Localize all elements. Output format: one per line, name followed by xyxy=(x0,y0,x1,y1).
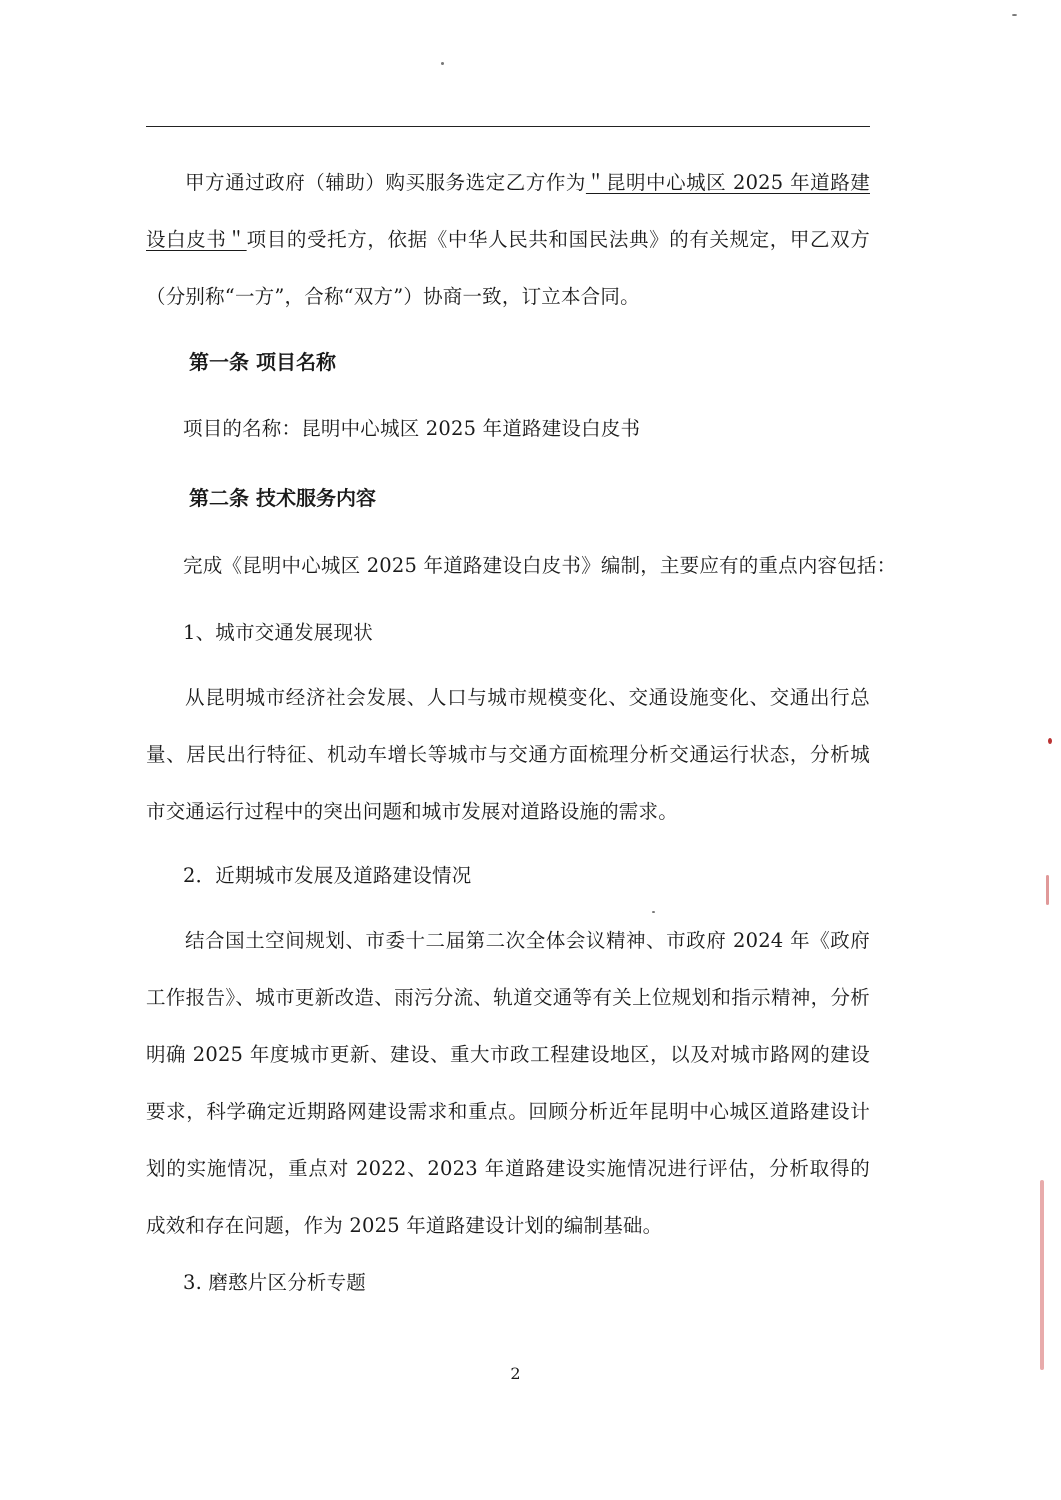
scan-speck xyxy=(1012,14,1017,16)
seal-edge-mark xyxy=(1040,1180,1044,1370)
seal-edge-mark xyxy=(1046,875,1049,905)
intro-text-part1: 甲方通过政府（辅助）购买服务选定乙方作为 xyxy=(185,171,586,194)
article2-intro: 完成《昆明中心城区 2025 年道路建设白皮书》编制，主要应有的重点内容包括： xyxy=(183,554,897,577)
item1-title: 1、城市交通发展现状 xyxy=(183,621,373,644)
scan-speck xyxy=(652,911,655,913)
article2-heading: 第二条 技术服务内容 xyxy=(189,486,376,510)
article1-heading: 第一条 项目名称 xyxy=(189,350,336,374)
intro-text-part2: 项目的受托方，依据《中华人民共和国民法典》的有关规定，甲乙双方（分别称“一方”，合称“双方”）协商一致，订立本合同。 xyxy=(146,228,870,308)
intro-paragraph xyxy=(146,154,870,325)
intro-project-name: ＂昆明中心城区 2025 年道路建设白皮书＂ xyxy=(146,171,870,251)
page-number: 2 xyxy=(510,1364,521,1383)
item2-title: 2．近期城市发展及道路建设情况 xyxy=(183,864,472,887)
seal-edge-mark xyxy=(1048,738,1052,744)
item3-title: 3. 磨憨片区分析专题 xyxy=(183,1271,367,1294)
scan-speck xyxy=(441,62,444,65)
header-rule xyxy=(146,126,870,127)
item1-body: 从昆明城市经济社会发展、人口与城市规模变化、交通设施变化、交通出行总量、居民出行特征、机动车增长等城市与交通方面梳理分析交通运行状态，分析城市交通运行过程中的突出问题和城市发展对道路设施的需求。 xyxy=(146,686,870,823)
article1-body: 项目的名称：昆明中心城区 2025 年道路建设白皮书 xyxy=(183,417,641,440)
item2-body: 结合国土空间规划、市委十二届第二次全体会议精神、市政府 2024 年《政府工作报告》、城市更新改造、雨污分流、轨道交通等有关上位规划和指示精神，分析明确 2025 年度城市更新、建设、重大市政工程建设地区，以及对城市路网的建设要求，科学确定近期路网建设需求和重点。回顾分析近年昆明中心城区道路建设计划的实施情况，重点对 2022、2023 年道路建设实施情况进行评估，分析取得的成效和存在问题，作为 2025 年道路建设计划的编制基础。 xyxy=(146,929,870,1237)
